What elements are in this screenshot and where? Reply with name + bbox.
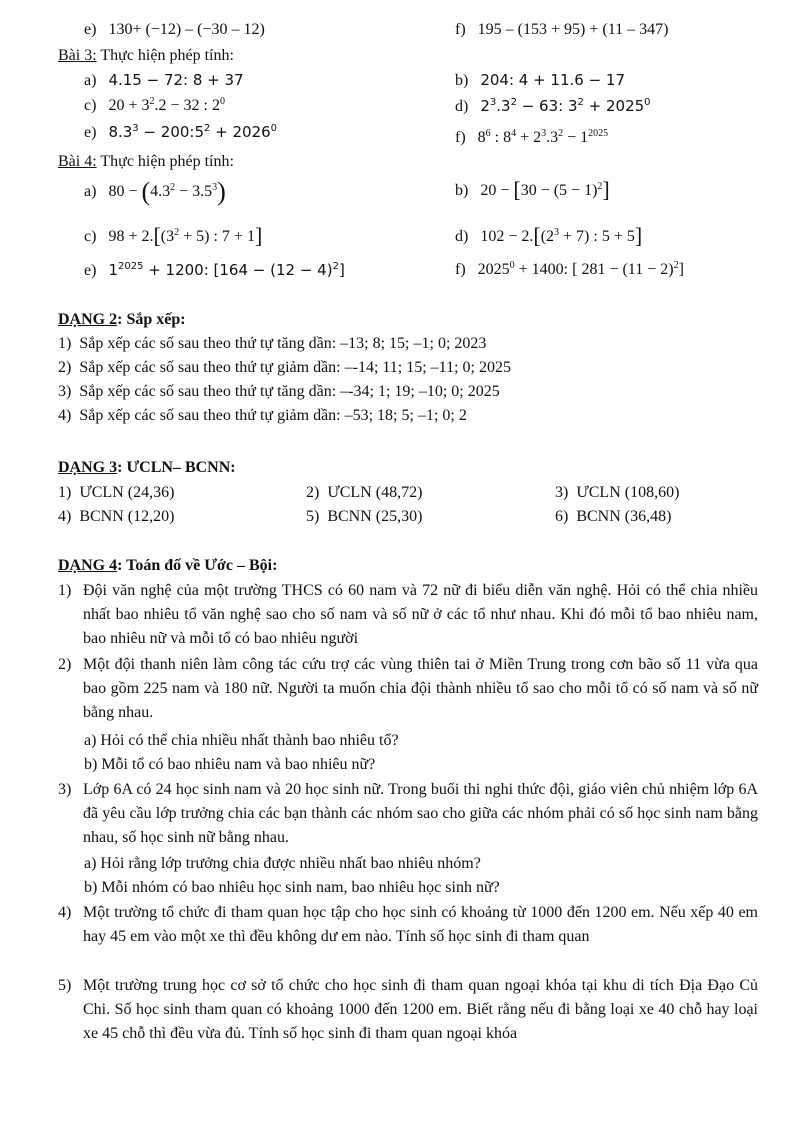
exercise-3c: [84, 96, 225, 116]
item-text: Sắp xếp các số sau theo thứ tự giảm dần: –-14; 11; 15; –11; 0; 2025: [79, 359, 511, 376]
word-problem-2: [58, 653, 758, 725]
item-number: 5): [306, 508, 320, 525]
sub-question: b) Mỗi tổ có bao nhiêu nam và bao nhiêu nữ?: [84, 756, 376, 773]
exercise-4e: [84, 260, 345, 281]
exercise-3a: [84, 70, 244, 91]
sub-question: a) Hỏi có thể chia nhiều nhất thành bao nhiêu tổ?: [84, 732, 399, 749]
section-label: Bài 4:: [58, 153, 97, 170]
item-label: f): [455, 129, 466, 146]
item-label: e): [84, 124, 97, 141]
math-expression: 130+ (−12) – (−30 – 12): [108, 21, 265, 38]
item-text: ƯCLN (24,36): [79, 484, 175, 501]
exercise-4d: [455, 223, 643, 248]
math-expression: $80 - (4.3^2 - 3.5^3)$: [108, 177, 226, 206]
item-number: 4): [58, 407, 72, 424]
math-expression: $98 + 2.[(3^2 + 5)$ : 7 + 1]: [108, 223, 263, 248]
sub-question: b) Mỗi nhóm có bao nhiêu học sinh nam, bao nhiêu học sinh nữ?: [84, 879, 500, 896]
math-expression: 204: 4 + 11.6 − 17: [480, 71, 626, 89]
dang4-heading: [58, 556, 277, 576]
item-text: Sắp xếp các số sau theo thứ tự tăng dần: –13; 8; 15; –1; 0; 2023: [79, 335, 487, 352]
item-text: Một trường trung học cơ sở tổ chức cho học sinh đi tham quan ngoại khóa tại khu di tích Địa Đạo Củ Chi. Số học sinh tham quan có khoảng 1000 đến 1200 em. Biết rằng nếu đi bằng loại xe 40 chỗ hay loại xe 45 chỗ thì đều vừa đủ. Tính số học sinh đi tham quan ngoại khóa: [83, 977, 758, 1042]
exercise-4b: [455, 177, 610, 202]
math-expression: $102 - 2.[(2^3 + 7)$ : 5 + 5]: [480, 223, 643, 248]
section-title: : Sắp xếp:: [117, 311, 186, 328]
exercise-4f: [455, 260, 684, 280]
item-label: a): [84, 183, 97, 200]
math-expression: 195 – (153 + 95) + (11 – 347): [477, 21, 669, 38]
item-label: e): [84, 21, 97, 38]
item-number: 3): [58, 781, 72, 798]
item-text: Đội văn nghệ của một trường THCS có 60 nam và 72 nữ đi biểu diễn văn nghệ. Hỏi có thể chia nhiều nhất bao nhiêu tổ văn nghệ sao cho số nam và số nữ ở các tổ như nhau. Khi đó mỗi tổ bao nhiêu nam, bao nhiêu nữ và mỗi tổ có bao nhiêu người: [83, 582, 758, 647]
section-title: : Toán đố về Ước – Bội:: [117, 557, 278, 574]
section-label: DẠNG 2: [58, 311, 118, 328]
word-problem-3: [58, 778, 758, 850]
dang3-heading: [58, 458, 236, 478]
bai4-title: [58, 152, 234, 172]
exercise-3e: [84, 122, 277, 143]
item-number: 1): [58, 335, 72, 352]
math-expression: $8.3^3$ − $200:5^2 + 2026^0$: [108, 123, 278, 141]
dang2-heading: [58, 310, 186, 330]
item-number: 4): [58, 508, 72, 525]
list-item: [58, 382, 500, 402]
section-title: : ƯCLN– BCNN:: [117, 459, 236, 476]
math-expression: $20 + 3^2.2 - 32$ : $2^0$: [108, 96, 225, 114]
list-item: [306, 507, 422, 527]
item-text: Một đội thanh niên làm công tác cứu trợ các vùng thiên tai ở Miền Trung trong cơn bão số 11 vừa qua bao gồm 225 nam và 180 nữ. Người ta muốn chia đội thành nhiều tổ sao cho mỗi tổ có số nam và số nữ bằng nhau.: [83, 656, 758, 721]
item-text: Một trường tổ chức đi tham quan học tập cho học sinh có khoảng từ 1000 đến 1200 em. Nếu xếp 40 em hay 45 em vào một xe thì đều không dư em nào. Tính số học sinh đi tham quan: [83, 904, 758, 945]
word-problem-5: [58, 974, 758, 1046]
math-expression: $1^{2025} + 1200$: $[164 - (12 - 4)^2]$: [108, 261, 345, 279]
item-text: Sắp xếp các số sau theo thứ tự giảm dần: –53; 18; 5; –1; 0; 2: [79, 407, 467, 424]
item-number: 2): [306, 484, 320, 501]
item-number: 4): [58, 904, 72, 921]
item-number: 1): [58, 582, 72, 599]
item-label: f): [455, 261, 466, 278]
exercise-4a: [84, 177, 226, 206]
section-label: DẠNG 3: [58, 459, 118, 476]
item-label: f): [455, 21, 466, 38]
item-text: BCNN (25,30): [327, 508, 423, 525]
bai3-title: [58, 46, 234, 66]
math-expression: 4.15 − 72: 8 + 37: [108, 71, 244, 89]
item-text: Lớp 6A có 24 học sinh nam và 20 học sinh nữ. Trong buổi thi nghi thức đội, giáo viên chủ nhiệm lớp 6A đã yêu cầu lớp trưởng chia các bạn thành các nhóm sao cho giữa các nhóm phải có số học sinh nam bằng nhau, số học sinh nữ bằng nhau.: [83, 781, 758, 846]
list-item: [58, 358, 511, 378]
item-label: b): [455, 72, 469, 89]
item-number: 3): [555, 484, 569, 501]
word-problem-4: [58, 901, 758, 949]
list-item: [58, 483, 174, 503]
list-item: [306, 483, 422, 503]
math-expression: $2025^0 + 1400$: [ $281 - (11 - 2)^2$]: [477, 260, 684, 278]
item-label: b): [455, 182, 469, 199]
exercise-2f: [455, 20, 668, 40]
item-text: ƯCLN (48,72): [327, 484, 423, 501]
item-text: ƯCLN (108,60): [576, 484, 680, 501]
math-expression: $20 - [30 - (5 - 1)^2]$: [480, 177, 610, 202]
list-item: [555, 507, 671, 527]
item-label: e): [84, 262, 97, 279]
exercise-2e: [84, 20, 265, 40]
item-number: 5): [58, 977, 72, 994]
item-label: d): [455, 98, 469, 115]
section-title: Thực hiện phép tính:: [96, 47, 234, 64]
exercise-3f: [455, 128, 608, 148]
list-item: [58, 507, 174, 527]
math-expression: $2^3.3^2 - 63$: $3^2 + 2025^0$: [480, 97, 651, 115]
item-number: 6): [555, 508, 569, 525]
section-label: DẠNG 4: [58, 557, 118, 574]
item-label: c): [84, 97, 97, 114]
item-text: Sắp xếp các số sau theo thứ tự tăng dần: –-34; 1; 19; –10; 0; 2025: [79, 383, 500, 400]
item-text: BCNN (36,48): [576, 508, 672, 525]
item-number: 2): [58, 359, 72, 376]
section-title: Thực hiện phép tính:: [96, 153, 234, 170]
list-item: [58, 406, 467, 426]
item-label: a): [84, 72, 97, 89]
math-expression: $8^6$ : $8^4 + 2^3.3^2 - 1^{2025}$: [477, 128, 609, 146]
exercise-4c: [84, 223, 263, 248]
item-text: BCNN (12,20): [79, 508, 175, 525]
section-label: Bài 3:: [58, 47, 97, 64]
item-number: 3): [58, 383, 72, 400]
list-item: [555, 483, 679, 503]
exercise-3d: [455, 96, 651, 117]
item-number: 2): [58, 656, 72, 673]
exercise-3b: [455, 70, 625, 91]
word-problem-1: [58, 579, 758, 651]
sub-question: a) Hỏi rằng lớp trưởng chia được nhiều nhất bao nhiêu nhóm?: [84, 855, 481, 872]
list-item: [58, 334, 486, 354]
item-label: c): [84, 228, 97, 245]
item-number: 1): [58, 484, 72, 501]
item-label: d): [455, 228, 469, 245]
